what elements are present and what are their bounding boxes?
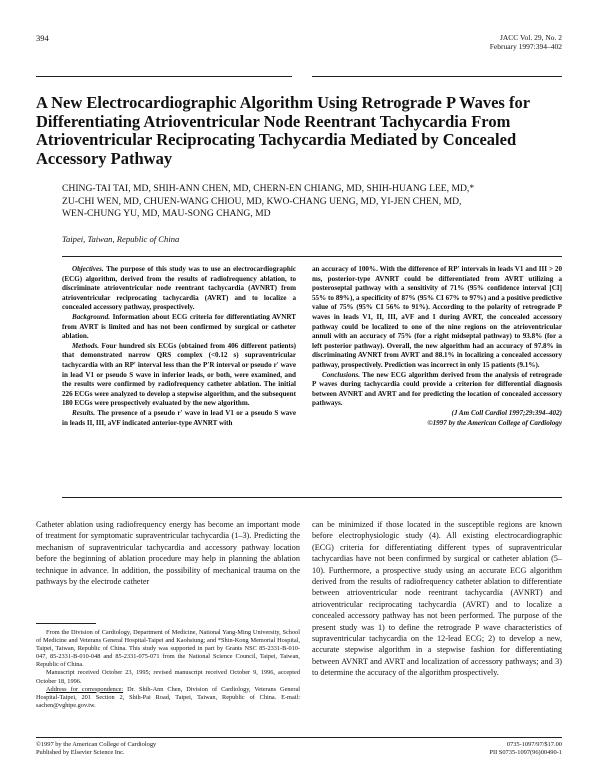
abstract-background	[62, 313, 296, 342]
body-column-right	[312, 519, 562, 679]
results-text: The presence of a pseudo r′ wave in lead V1 or a pseudo S wave in leads II, III, aVF indicated anterior-type AVNRT with	[62, 408, 296, 427]
author-line: ZU-CHI WEN, MD, CHUEN-WANG CHIOU, MD, KWO-CHANG UENG, MD, YI-JEN CHEN, MD,	[62, 195, 462, 207]
header-rule-right	[312, 76, 562, 77]
journal-citation: (J Am Coll Cardiol 1997;29:394–402)	[451, 408, 562, 417]
abstract-results	[62, 409, 296, 428]
footer-issn: 0735-1097/97/$17.00	[506, 741, 562, 748]
objectives-label: Objectives.	[72, 265, 104, 273]
body-column-left	[36, 519, 300, 587]
abstract-top-rule	[62, 256, 562, 257]
intro-paragraph: Catheter ablation using radiofrequency energy has become an important mode of treatment for symptomatic supraventricular tachycardia (1–3). Predicting the mechanism of supraventricular tachycardia and accessory pathway location before the beginning of ablation procedure may help in planning the ablation technique in advance. In addition, the possibility of mechanical trauma on the pathways by the electrode catheter	[36, 520, 300, 587]
page-number: 394	[36, 33, 49, 43]
footnote-affiliation: From the Division of Cardiology, Department of Medicine, National Yang-Ming University, School of Medicine and Veterans General Hospital-Taipei and Kaohsiung; and *Shin-Kong Memorial Hospital, Taipei, Taiwan, Republic of China. This study was supported in part by Grants NSC 85-2331-B-010-047, 85-2331-B-010-048 and 85-2331-075-071 from the National Science Council, Taipei, Taiwan, Republic of China.	[36, 629, 300, 669]
methods-text: Four hundred six ECGs (obtained from 406 different patients) that demonstrated narrow QRS complex (<0.12 s) supraventricular tachycardia with an RP′ interval less than the P′R interval or pseudo r′ wave in lead V1 or pseudo S wave in inferior leads, or both, were examined, and the results were confirmed by radiofrequency catheter ablation. The initial 226 ECGs were analyzed to develop a stepwise algorithm, and the subsequent 180 ECGs were prospectively evaluated by the new algorithm.	[62, 341, 296, 408]
results-label: Results.	[72, 408, 96, 417]
abstract-column-left	[62, 265, 296, 428]
background-label: Background.	[72, 312, 111, 321]
conclusions-text: The new ECG algorithm derived from the analysis of retrograde P waves during tachycardia could provide a criterion for differential diagnosis between AVNRT and AVRT and for predicting the location of concealed accessory pathways.	[312, 370, 562, 408]
footer-pii: PII S0735-1097(96)00490-1	[489, 749, 562, 757]
conclusions-label: Conclusions.	[322, 370, 361, 379]
author-line: CHING-TAI TAI, MD, SHIH-ANN CHEN, MD, CHERN-EN CHIANG, MD, SHIH-HUANG LEE, MD,*	[62, 183, 475, 194]
results-continued: an accuracy of 100%. With the difference of RP′ intervals in leads V1 and III > 20 ms, posterior-type AVNRT could be differentiated from AVRT utilizing a posteroseptal pathway with a sensitivity of 71% (95% confidence interval [CI] 55% to 89%), a specificity of 87% (95% CI 67% to 97%) and a positive predictive value of 75% (95% CI 56% to 91%). According to the polarity of retrograde P waves in leads V1, II, III, aVF and I during AVRT, the concealed accessory pathway could be localized to one of the nine regions on the atrioventricular annuli with an accuracy of 75% (for a right midseptal pathway) to 93.8% (for a left posterior pathway). Overall, the new algorithm had an accuracy of 97.8% in discriminating AVNRT from AVRT and 88.1% in localizing a concealed accessory pathway, prospectively. Prediction was incorrect in only 15 patients (9.1%).	[312, 265, 562, 369]
footer-rule	[36, 737, 562, 738]
footer-copyright-line: ©1997 by the American College of Cardiology	[36, 741, 157, 748]
journal-reference	[490, 33, 562, 51]
methods-label: Methods.	[72, 341, 99, 350]
footnote-address	[36, 686, 300, 710]
address-text: Dr. Shih-Ann Chen, Division of Cardiology, Veterans General Hospital-Taipei, 201 Section 2, Shih-Pai Road, Taipei, Taiwan, Republic of China. E-mail: sachen@vghtpe.gov.tw.	[36, 685, 300, 709]
abstract-column-right	[312, 265, 562, 428]
author-location: Taipei, Taiwan, Republic of China	[62, 234, 180, 244]
article-title: A New Electrocardiographic Algorithm Using Retrograde P Waves for Differentiating Atrioventricular Node Reentrant Tachycardia From Atrioventricular Reciprocating Tachycardia Mediated by Concealed Accessory Pathway	[36, 93, 530, 168]
author-line: WEN-CHUNG YU, MD, MAU-SONG CHANG, MD	[62, 208, 271, 220]
journal-volume: JACC Vol. 29, No. 2	[499, 33, 562, 42]
footnotes	[36, 629, 300, 710]
header-rule-left	[36, 76, 292, 77]
footnote-received: Manuscript received October 23, 1995; revised manuscript received October 9, 1996, accepted October 18, 1996.	[36, 669, 300, 685]
footer-publisher-line: Published by Elsevier Science Inc.	[36, 749, 125, 757]
abstract-methods	[62, 342, 296, 409]
intro-paragraph-continued: can be minimized if those located in the susceptible regions are known before electrophysiologic study (4). All existing electrocardiographic (ECG) criteria for differentiating different types of supraventricular tachycardias have not been confirmed by surgical or catheter ablation (5–10). Furthermore, a prospective study using an accurate ECG algorithm derived from the results of radiofrequency catheter ablation to differentiate between atrioventricular node reentrant tachycardia (AVNRT) and atrioventricular reciprocating tachycardia (AVRT) and to localize a concealed accessory pathway has not been performed. The purpose of the present study was 1) to define the retrograde P wave characteristics of supraventricular tachycardia on the 12-lead ECG; 2) to develop a new, accurate stepwise algorithm in a stepwise fashion for differentiating between AVNRT and AVRT and localization of accessory pathways; and 3) to determine the accuracy of the algorithm prospectively.	[312, 520, 562, 678]
background-text: Information about ECG criteria for differentiating AVNRT from AVRT is limited and has not been confirmed by surgical or catheter ablation.	[62, 312, 296, 341]
abstract-bottom-rule	[62, 497, 562, 498]
footer-identifiers	[489, 741, 562, 757]
address-label: Address for correspondence:	[46, 685, 124, 693]
footer-copyright	[36, 741, 156, 757]
author-list	[62, 183, 572, 221]
abstract-conclusions	[312, 371, 562, 409]
footnote-rule	[36, 623, 96, 624]
journal-pages: February 1997:394–402	[489, 42, 562, 51]
objectives-text: The purpose of this study was to use an electrocardiographic (ECG) algorithm, derived from the results of radiofrequency ablation, to discriminate atrioventricular node reentrant tachycardia (AVNRT) from atrioventricular reciprocating tachycardia (AVRT) and to localize a concealed accessory pathway, prospectively.	[62, 265, 296, 312]
abstract-objectives	[62, 265, 296, 313]
abstract-copyright: ©1997 by the American College of Cardiology	[427, 418, 562, 427]
